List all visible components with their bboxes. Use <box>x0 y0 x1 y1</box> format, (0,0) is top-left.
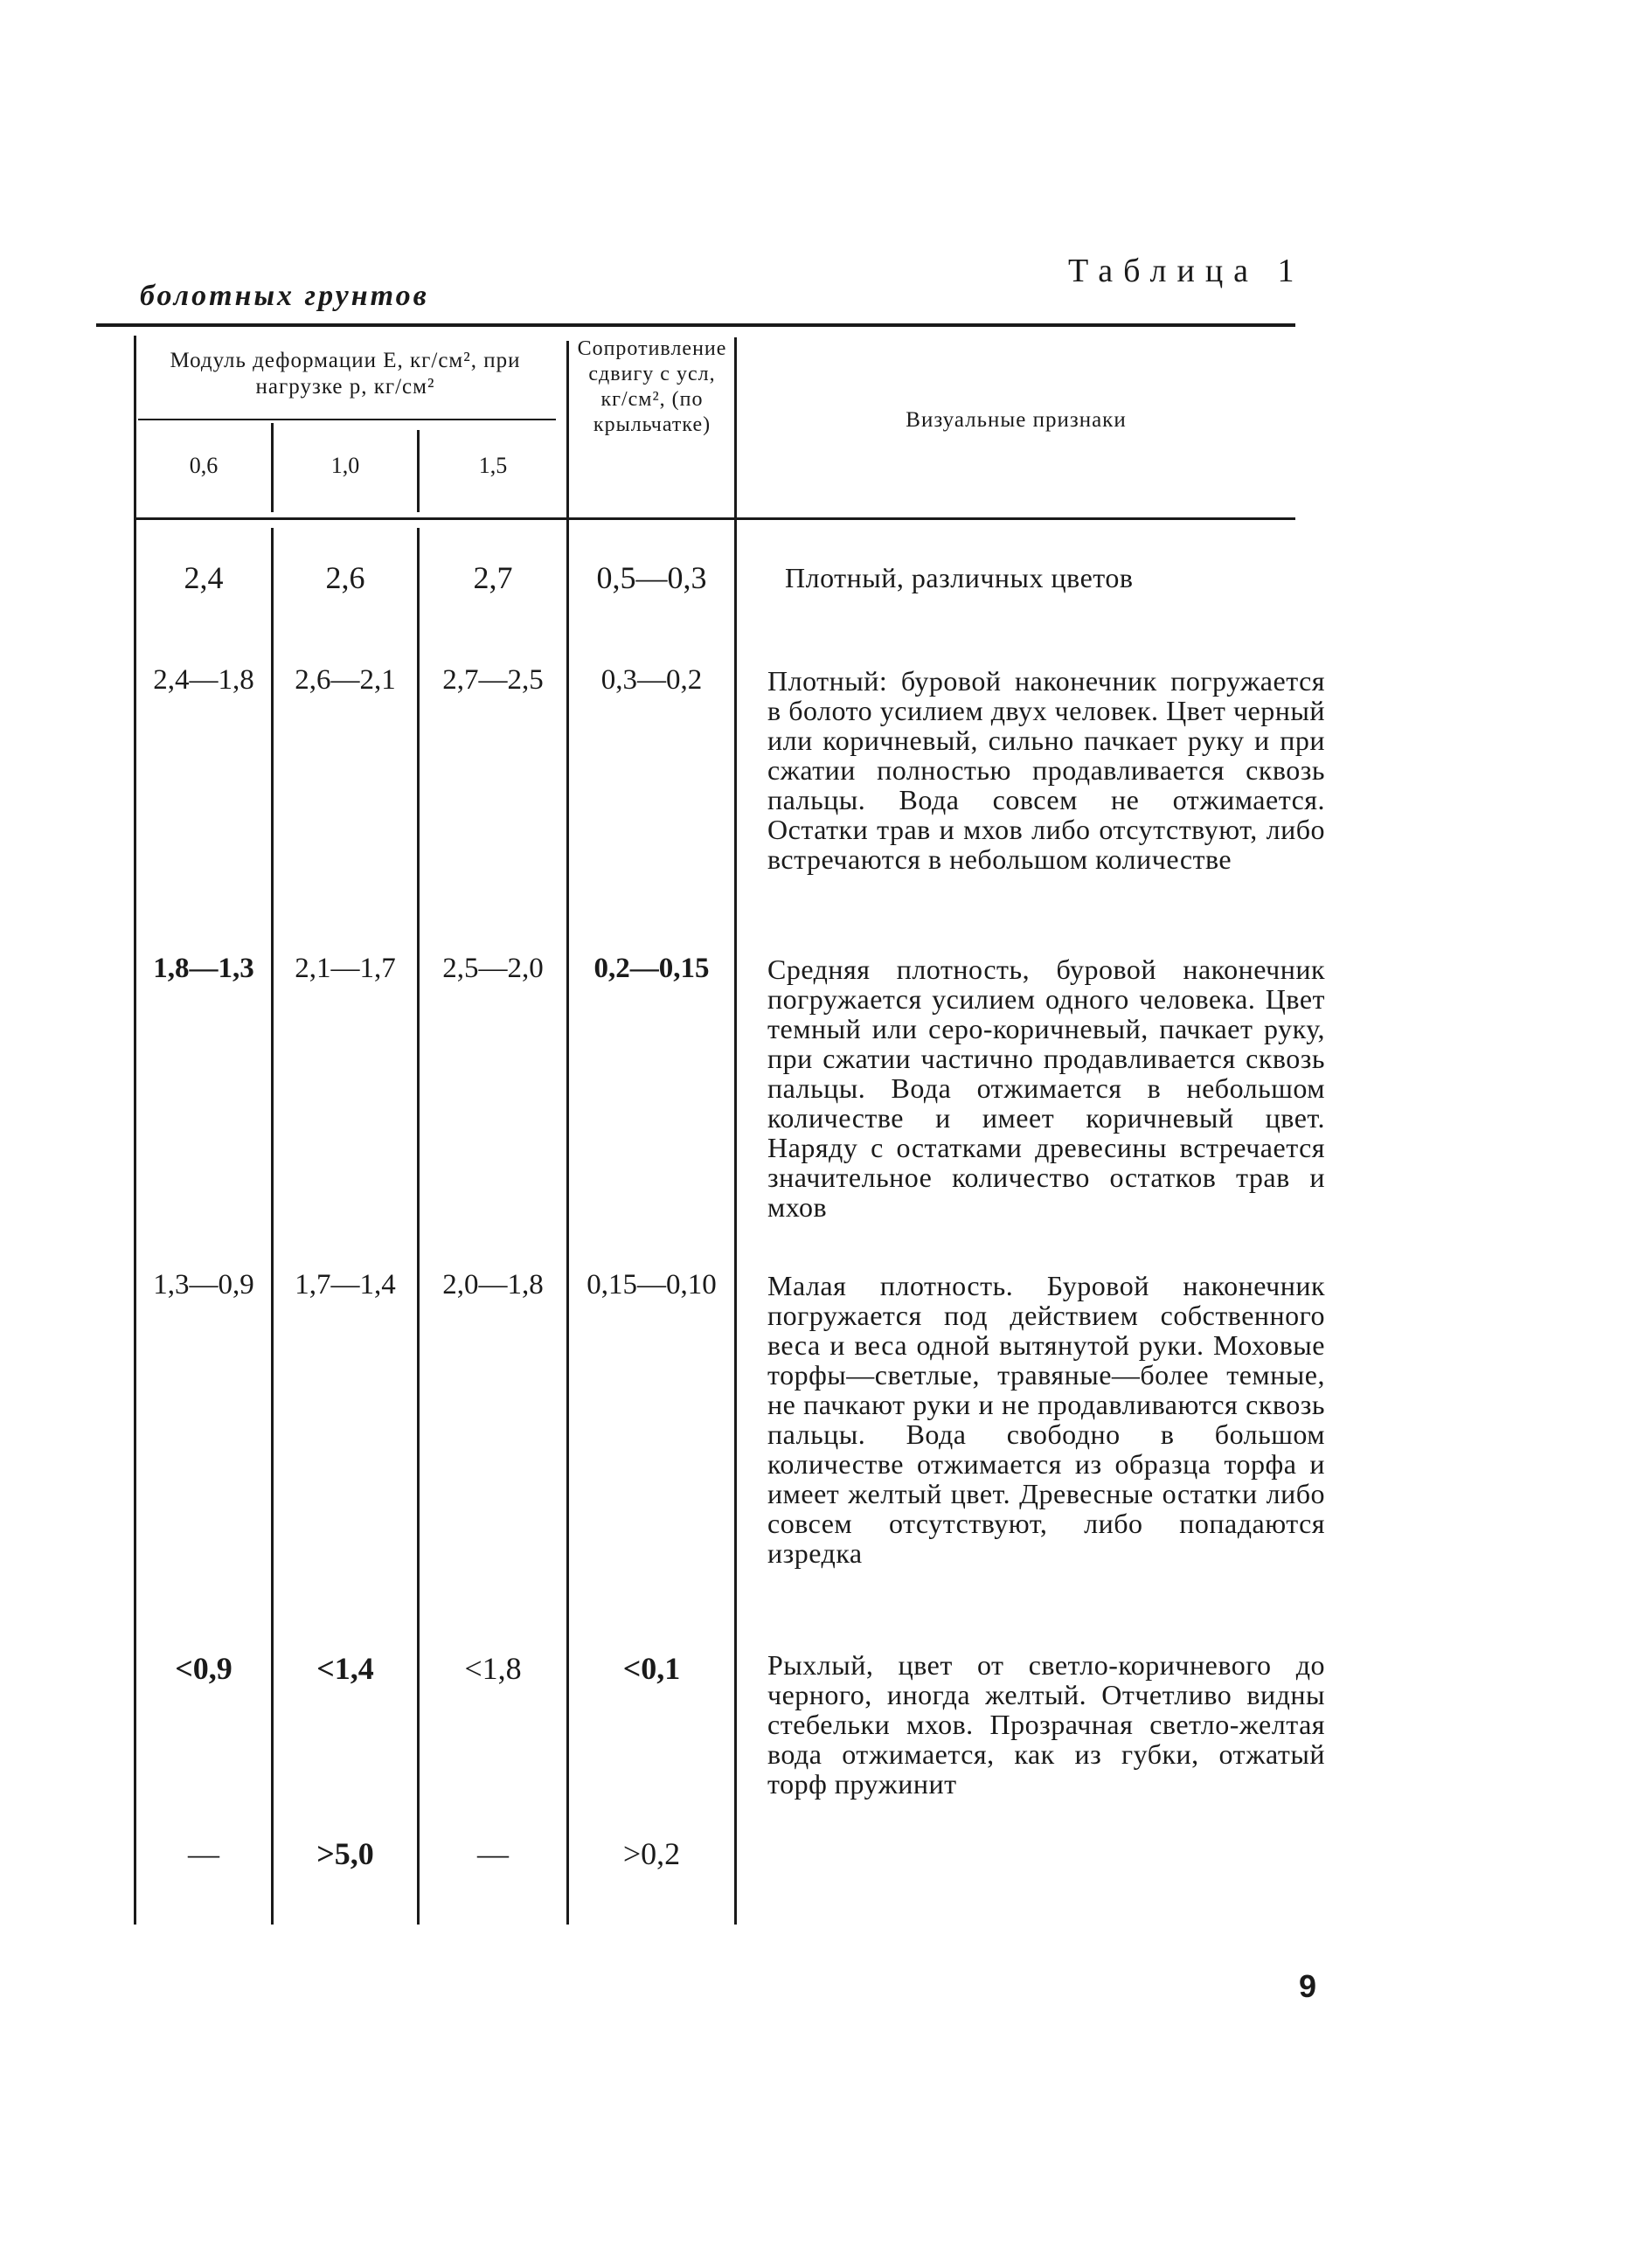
cell-shear: 0,5—0,3 <box>596 560 707 595</box>
cell-e10: <1,4 <box>316 1651 374 1686</box>
cell-visual: Плотный, различных цветов <box>785 562 1134 593</box>
header-visual: Визуальные признаки <box>906 408 1127 432</box>
col-divider-5 <box>734 337 737 1925</box>
cell-e06: — <box>188 1836 219 1871</box>
header-load-1-0: 1,0 <box>330 453 360 478</box>
cell-shear: <0,1 <box>622 1651 681 1686</box>
cell-e10: 2,6—2,1 <box>295 664 396 696</box>
cell-e15: 2,7—2,5 <box>442 664 544 696</box>
cell-e06: 1,3—0,9 <box>153 1269 254 1300</box>
cell-e10: 1,7—1,4 <box>295 1269 396 1300</box>
header-load-0-6: 0,6 <box>189 453 219 478</box>
cell-e10: >5,0 <box>316 1836 374 1871</box>
cell-e10: 2,1—1,7 <box>295 953 396 984</box>
table-top-rule <box>96 323 1295 327</box>
cell-visual: Плотный: буровой наконечник погружается в болото усилием двух человек. Цвет черный или коричневый, сильно пачкает руку и при сжатии полностью продавливается сквозь пальцы. Вода совсем не отжимается. Остатки трав и мхов либо отсутствуют, либо встречаются в небольшом количестве <box>767 665 1325 875</box>
cell-e15: 2,0—1,8 <box>442 1269 544 1300</box>
cell-e06: <0,9 <box>175 1651 233 1686</box>
header-bottom-rule <box>135 517 1295 520</box>
cell-shear: 0,3—0,2 <box>600 664 703 696</box>
cell-e06: 2,4—1,8 <box>153 664 254 696</box>
col-divider-3 <box>417 528 420 1925</box>
cell-e15: <1,8 <box>464 1651 522 1686</box>
col-divider-2 <box>271 528 274 1925</box>
cell-visual: Средняя плотность, буровой наконечник погружается усилием одного человека. Цвет темный или серо-коричневый, пачкает руку, при сжатии частично продавливается сквозь пальцы. Вода отжимается в небольшом количестве и имеет коричневый цвет. Наряду с остатками древесины встречается значительное количество остатков трав и мхов <box>767 954 1325 1223</box>
cell-shear: 0,15—0,10 <box>586 1269 717 1300</box>
header-shear: Сопротивление сдвигу c усл, кг/см², (по крыльчатке) <box>577 337 727 436</box>
cell-shear: 0,2—0,15 <box>593 953 710 984</box>
cell-visual: Рыхлый, цвет от светло-коричневого до черного, иногда желтый. Отчетливо видны стебельки мхов. Прозрачная светло-желтая вода отжимается, как из губки, отжатый торф пружинит <box>767 1649 1325 1800</box>
cell-e15: 2,5—2,0 <box>442 953 544 984</box>
cell-visual: Малая плотность. Буровой наконечник погружается под действием собственного веса и веса одной вытянутой руки. Моховые торфы—светлые, травяные—более темные, не пачкают руки и не продавливаются сквозь пальцы. Вода свободно в большом количестве отжимается из образца торфа и имеет желтый цвет. Древесные остатки либо совсем отсутствуют, либо попадаются изредка <box>767 1270 1325 1569</box>
page-heading: болотных грунтов <box>140 280 429 312</box>
header-load-1-5: 1,5 <box>478 453 508 478</box>
modulus-subheader-rule <box>138 419 556 420</box>
header-modulus: Модуль деформации E, кг/см², при нагрузке p, кг/см² <box>170 349 521 399</box>
cell-e10: 2,6 <box>325 560 365 595</box>
page-number: 9 <box>1299 1968 1317 2004</box>
cell-e06: 1,8—1,3 <box>153 953 254 984</box>
cell-e15: 2,7 <box>473 560 513 595</box>
cell-e06: 2,4 <box>184 560 224 595</box>
table-label: Таблица 1 <box>1068 253 1305 289</box>
cell-e15: — <box>477 1836 509 1871</box>
cell-shear: >0,2 <box>622 1836 681 1871</box>
